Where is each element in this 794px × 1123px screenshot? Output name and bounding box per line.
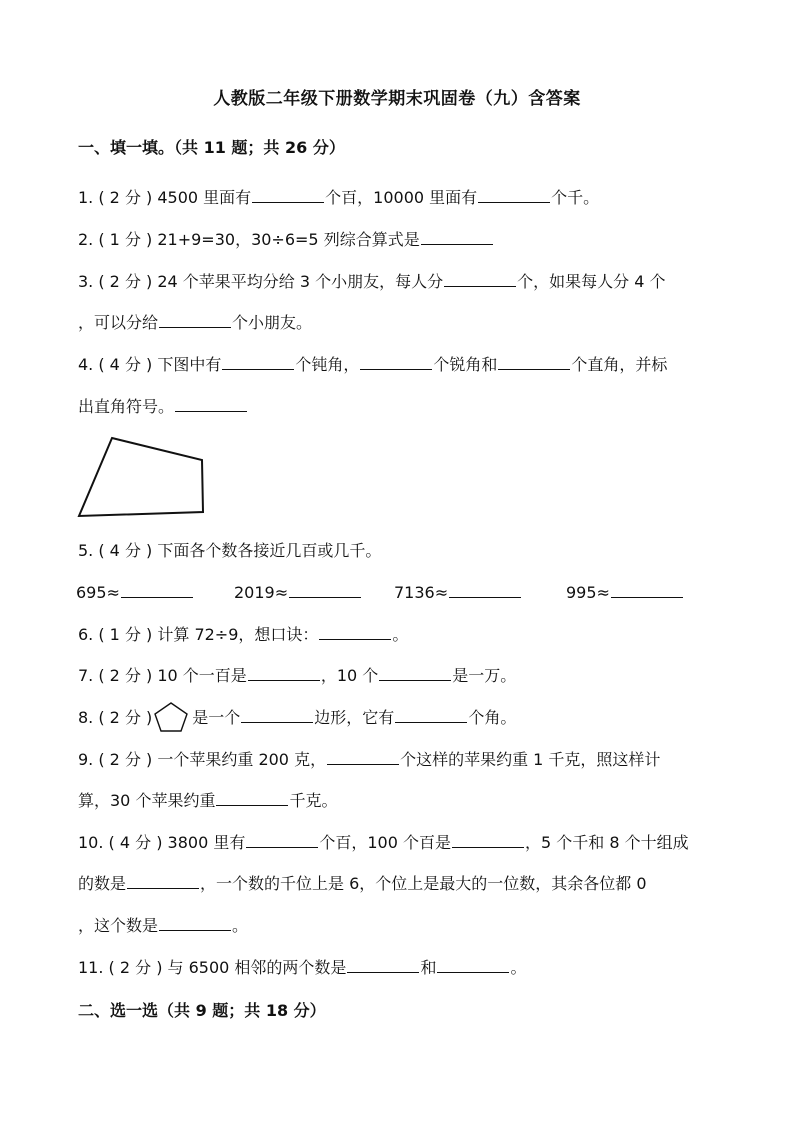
question-text: 个百，10000 里面有 [325, 188, 478, 207]
question-9 [78, 748, 660, 771]
question-3-continued [78, 311, 312, 334]
section-heading-choose: 二、选一选（共 9 题；共 18 分） [78, 1001, 326, 1020]
answer-blank[interactable] [319, 623, 391, 640]
question-3 [78, 270, 666, 293]
answer-blank[interactable] [159, 914, 231, 931]
answer-blank[interactable] [437, 956, 509, 973]
question-text: ，这个数是 [78, 916, 159, 935]
question-text: 个小朋友。 [232, 313, 313, 332]
question-text: 。 [392, 625, 409, 644]
quadrilateral-figure [74, 434, 210, 522]
question-5 [78, 540, 381, 562]
question-text: 10. ( 4 分 ) 3800 里有 [78, 833, 246, 852]
answer-blank[interactable] [498, 353, 570, 370]
answer-blank[interactable] [241, 706, 313, 723]
pentagon-icon [152, 701, 190, 733]
question-6 [78, 623, 408, 646]
answer-blank[interactable] [379, 664, 451, 681]
question-4 [78, 353, 667, 376]
question-4-continued [78, 395, 248, 418]
answer-blank[interactable] [216, 789, 288, 806]
question-text: 是一个 [192, 708, 241, 727]
question-8 [78, 706, 516, 729]
question-text: 个，如果每人分 4 个 [517, 272, 666, 291]
approx-number: 2019≈ [234, 583, 289, 602]
section-heading-fill: 一、填一填。（共 11 题；共 26 分） [78, 138, 345, 157]
question-text: 6. ( 1 分 ) 计算 72÷9，想口诀： [78, 625, 319, 644]
question-text: 算，30 个苹果约重 [78, 791, 216, 810]
question-text: 7. ( 2 分 ) 10 个一百是 [78, 666, 247, 685]
question-text: 千克。 [289, 791, 338, 810]
approx-item [76, 581, 194, 604]
question-9-continued [78, 789, 337, 812]
answer-blank[interactable] [449, 581, 521, 598]
quadrilateral-shape [79, 438, 203, 516]
answer-blank[interactable] [252, 186, 324, 203]
question-text: 边形，它有 [314, 708, 395, 727]
question-text: 2. ( 1 分 ) 21+9=30，30÷6=5 列综合算式是 [78, 230, 420, 249]
answer-blank[interactable] [222, 353, 294, 370]
question-text: 个角。 [468, 708, 517, 727]
question-text: 1. ( 2 分 ) 4500 里面有 [78, 188, 252, 207]
question-text: ，可以分给 [78, 313, 159, 332]
answer-blank[interactable] [395, 706, 467, 723]
approx-item [394, 581, 522, 604]
question-text: ，10 个 [320, 666, 379, 685]
answer-blank[interactable] [611, 581, 683, 598]
question-text: 和 [420, 958, 437, 977]
approx-item [566, 581, 684, 604]
answer-blank[interactable] [289, 581, 361, 598]
approx-number: 7136≈ [394, 583, 449, 602]
question-text: 个钝角， [295, 355, 360, 374]
answer-blank[interactable] [478, 186, 550, 203]
question-text: 是一万。 [452, 666, 517, 685]
page-title: 人教版二年级下册数学期末巩固卷（九）含答案 [213, 89, 581, 109]
question-11 [78, 956, 526, 979]
answer-blank[interactable] [360, 353, 432, 370]
answer-blank[interactable] [327, 748, 399, 765]
answer-blank[interactable] [452, 831, 524, 848]
question-text: 8. ( 2 分 ) [78, 708, 153, 727]
answer-blank[interactable] [127, 872, 199, 889]
answer-blank[interactable] [248, 664, 320, 681]
answer-blank[interactable] [246, 831, 318, 848]
question-7 [78, 664, 516, 687]
answer-blank[interactable] [159, 311, 231, 328]
question-text: 4. ( 4 分 ) 下图中有 [78, 355, 222, 374]
answer-blank[interactable] [347, 956, 419, 973]
question-text: 。 [510, 958, 527, 977]
question-text: ，5 个千和 8 个十组成 [525, 833, 689, 852]
question-text: 个锐角和 [433, 355, 498, 374]
question-text: 个百，100 个百是 [319, 833, 451, 852]
question-text: 个直角，并标 [571, 355, 668, 374]
answer-blank[interactable] [444, 270, 516, 287]
question-10-continued-2 [78, 914, 248, 937]
question-text: 9. ( 2 分 ) 一个苹果约重 200 克， [78, 750, 327, 769]
question-2 [78, 228, 494, 251]
approx-number: 995≈ [566, 583, 610, 602]
question-10-continued [78, 872, 647, 895]
question-text: ，一个数的千位上是 6，个位上是最大的一位数，其余各位都 0 [200, 874, 647, 893]
question-text: 3. ( 2 分 ) 24 个苹果平均分给 3 个小朋友，每人分 [78, 272, 444, 291]
question-text: 出直角符号。 [78, 397, 175, 416]
question-text: 个千。 [551, 188, 600, 207]
question-text: 个这样的苹果约重 1 千克，照这样计 [400, 750, 661, 769]
answer-blank[interactable] [421, 228, 493, 245]
question-text: 。 [232, 916, 249, 935]
question-text: 11. ( 2 分 ) 与 6500 相邻的两个数是 [78, 958, 347, 977]
answer-blank[interactable] [175, 395, 247, 412]
approx-item [234, 581, 362, 604]
question-10 [78, 831, 689, 854]
approx-number: 695≈ [76, 583, 120, 602]
question-text: 5. ( 4 分 ) 下面各个数各接近几百或几千。 [78, 541, 382, 560]
answer-blank[interactable] [121, 581, 193, 598]
question-text: 的数是 [78, 874, 127, 893]
question-1 [78, 186, 599, 209]
